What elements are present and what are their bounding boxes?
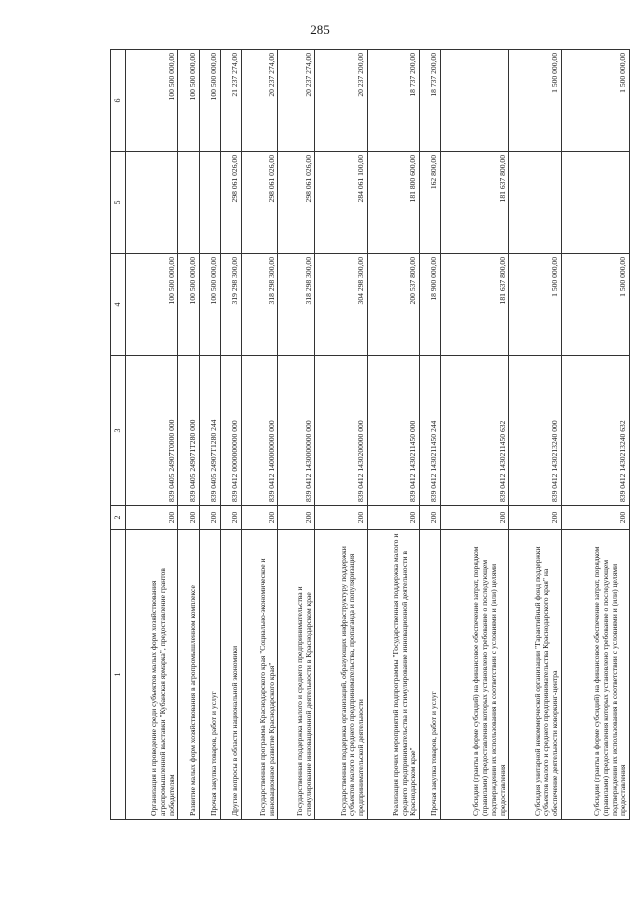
row-kbk-cell: 839 0405 24907Т0000 000 [126, 356, 178, 506]
row-amount-cell: 1 500 000,00 [509, 254, 561, 356]
row-kbk-cell: 839 0412 1430211450 244 [420, 356, 441, 506]
row-amount-regional-cell: 1 500 000,00 [561, 50, 629, 152]
budget-table [110, 49, 630, 820]
row-code-cell: 200 [441, 506, 509, 530]
row-name-cell: Другие вопросы в области национальной экономики [220, 530, 241, 820]
row-amount-federal-cell [178, 152, 199, 254]
row-amount-regional-cell: 20 237 200,00 [315, 50, 367, 152]
table-row [441, 50, 509, 820]
row-amount-federal-cell [126, 152, 178, 254]
row-amount-regional-cell: 20 237 274,00 [278, 50, 315, 152]
table-row [241, 50, 278, 820]
row-name-cell: Организация и проведение среди субъектов малых форм хозяйствования агропромышленной выставки "Кубанская ярмарка", предоставление грантов победителям [126, 530, 178, 820]
row-kbk-cell: 839 0412 1430000000 000 [278, 356, 315, 506]
row-amount-federal-cell [509, 152, 561, 254]
row-code-cell: 200 [241, 506, 278, 530]
page-number: 285 [310, 22, 330, 37]
row-kbk-cell: 839 0412 1430200000 000 [315, 356, 367, 506]
row-name-cell: Прочая закупка товаров, работ и услуг [420, 530, 441, 820]
row-kbk-cell: 839 0412 1430213240 632 [561, 356, 629, 506]
row-amount-federal-cell: 298 061 026,00 [220, 152, 241, 254]
row-amount-federal-cell: 181 800 600,00 [367, 152, 419, 254]
rotated-table-container [110, 50, 630, 820]
row-name-cell: Субсидия унитарной некоммерческой организации "Гарантийный фонд поддержки субъектов малого и среднего предпринимательства Краснодарского края" на обеспечение деятельности коворкинг-центра [509, 530, 561, 820]
table-row [199, 50, 220, 820]
row-kbk-cell: 839 0412 0000000000 000 [220, 356, 241, 506]
row-amount-cell: 181 637 800,00 [441, 254, 509, 356]
row-name-cell: Государственная программа Краснодарского края "Социально-экономическое и инновационное развитие Краснодарского края" [241, 530, 278, 820]
row-amount-federal-cell: 284 061 100,00 [315, 152, 367, 254]
row-name-cell: Государственная поддержка малого и среднего предпринимательства и стимулирование инновационной деятельности в Краснодарском крае [278, 530, 315, 820]
table-row [178, 50, 199, 820]
row-amount-regional-cell [441, 50, 509, 152]
table-row [561, 50, 629, 820]
row-amount-regional-cell: 21 237 274,00 [220, 50, 241, 152]
row-code-cell: 200 [315, 506, 367, 530]
row-amount-regional-cell: 100 500 000,00 [199, 50, 220, 152]
row-amount-cell: 100 500 000,00 [199, 254, 220, 356]
table-row [126, 50, 178, 820]
row-amount-regional-cell: 100 500 000,00 [126, 50, 178, 152]
row-amount-regional-cell: 100 500 000,00 [178, 50, 199, 152]
header-row [111, 50, 126, 820]
row-amount-cell: 318 298 300,00 [241, 254, 278, 356]
table-row [367, 50, 419, 820]
table-body [111, 50, 630, 820]
row-amount-cell: 318 298 300,00 [278, 254, 315, 356]
row-amount-federal-cell: 162 800,00 [420, 152, 441, 254]
row-amount-federal-cell [199, 152, 220, 254]
row-code-cell: 200 [278, 506, 315, 530]
row-amount-cell: 1 500 000,00 [561, 254, 629, 356]
row-amount-cell: 200 537 800,00 [367, 254, 419, 356]
row-amount-regional-cell: 18 737 200,00 [367, 50, 419, 152]
row-name-cell: Реализация прочих мероприятий подпрограммы "Государственная поддержка малого и среднего предпринимательства и стимулирование инновационной деятельности в Краснодарском крае" [367, 530, 419, 820]
row-code-cell: 200 [178, 506, 199, 530]
table-row [278, 50, 315, 820]
table-row [220, 50, 241, 820]
row-amount-federal-cell: 298 061 026,00 [278, 152, 315, 254]
row-kbk-cell: 839 0412 1430213240 000 [509, 356, 561, 506]
row-name-cell: Субсидии (гранты в форме субсидий) на финансовое обеспечение затрат, порядком (правилами) предоставления которых установлено требование о последующем подтверждении их использования в соответствии с условиями и (или) целями предоставления [441, 530, 509, 820]
row-amount-cell: 304 298 300,00 [315, 254, 367, 356]
row-amount-cell: 18 900 000,00 [420, 254, 441, 356]
row-amount-federal-cell [561, 152, 629, 254]
header-cell-3: 3 [111, 356, 126, 506]
row-kbk-cell: 839 0412 1400000000 000 [241, 356, 278, 506]
table-row [315, 50, 367, 820]
header-cell-4: 4 [111, 254, 126, 356]
table-row [420, 50, 441, 820]
row-code-cell: 200 [509, 506, 561, 530]
row-code-cell: 200 [199, 506, 220, 530]
rotated-table-area [110, 50, 630, 820]
row-name-cell: Развитие малых форм хозяйствования в агропромышленном комплексе [178, 530, 199, 820]
row-amount-cell: 100 500 000,00 [178, 254, 199, 356]
row-kbk-cell: 839 0412 1430211450 000 [367, 356, 419, 506]
row-amount-federal-cell: 181 637 800,00 [441, 152, 509, 254]
row-amount-regional-cell: 18 737 200,00 [420, 50, 441, 152]
header-cell-6: 6 [111, 50, 126, 152]
row-name-cell: Прочая закупка товаров, работ и услуг [199, 530, 220, 820]
row-name-cell: Государственная поддержка организаций, образующих инфраструктуру поддержки субъектов малого и среднего предпринимательства, пропаганда и популяризация предпринимательской деятельности [315, 530, 367, 820]
row-amount-cell: 319 298 300,00 [220, 254, 241, 356]
header-cell-2: 2 [111, 506, 126, 530]
row-code-cell: 200 [367, 506, 419, 530]
row-kbk-cell: 839 0412 1430211450 632 [441, 356, 509, 506]
row-amount-regional-cell: 1 500 000,00 [509, 50, 561, 152]
row-amount-cell: 100 500 000,00 [126, 254, 178, 356]
row-amount-federal-cell: 298 061 026,00 [241, 152, 278, 254]
row-code-cell: 200 [561, 506, 629, 530]
row-code-cell: 200 [126, 506, 178, 530]
row-amount-regional-cell: 20 237 274,00 [241, 50, 278, 152]
header-cell-1: 1 [111, 530, 126, 820]
header-cell-5: 5 [111, 152, 126, 254]
row-name-cell: Субсидии (гранты в форме субсидий) на финансовое обеспечение затрат, порядком (правилами) предоставления которых установлено требование о последующем подтверждении их использования в соответствии с условиями и (или) целями предоставления [561, 530, 629, 820]
row-code-cell: 200 [420, 506, 441, 530]
row-kbk-cell: 839 0405 24907Т1280 244 [199, 356, 220, 506]
row-kbk-cell: 839 0405 249071Т280 000 [178, 356, 199, 506]
table-row [509, 50, 561, 820]
row-code-cell: 200 [220, 506, 241, 530]
